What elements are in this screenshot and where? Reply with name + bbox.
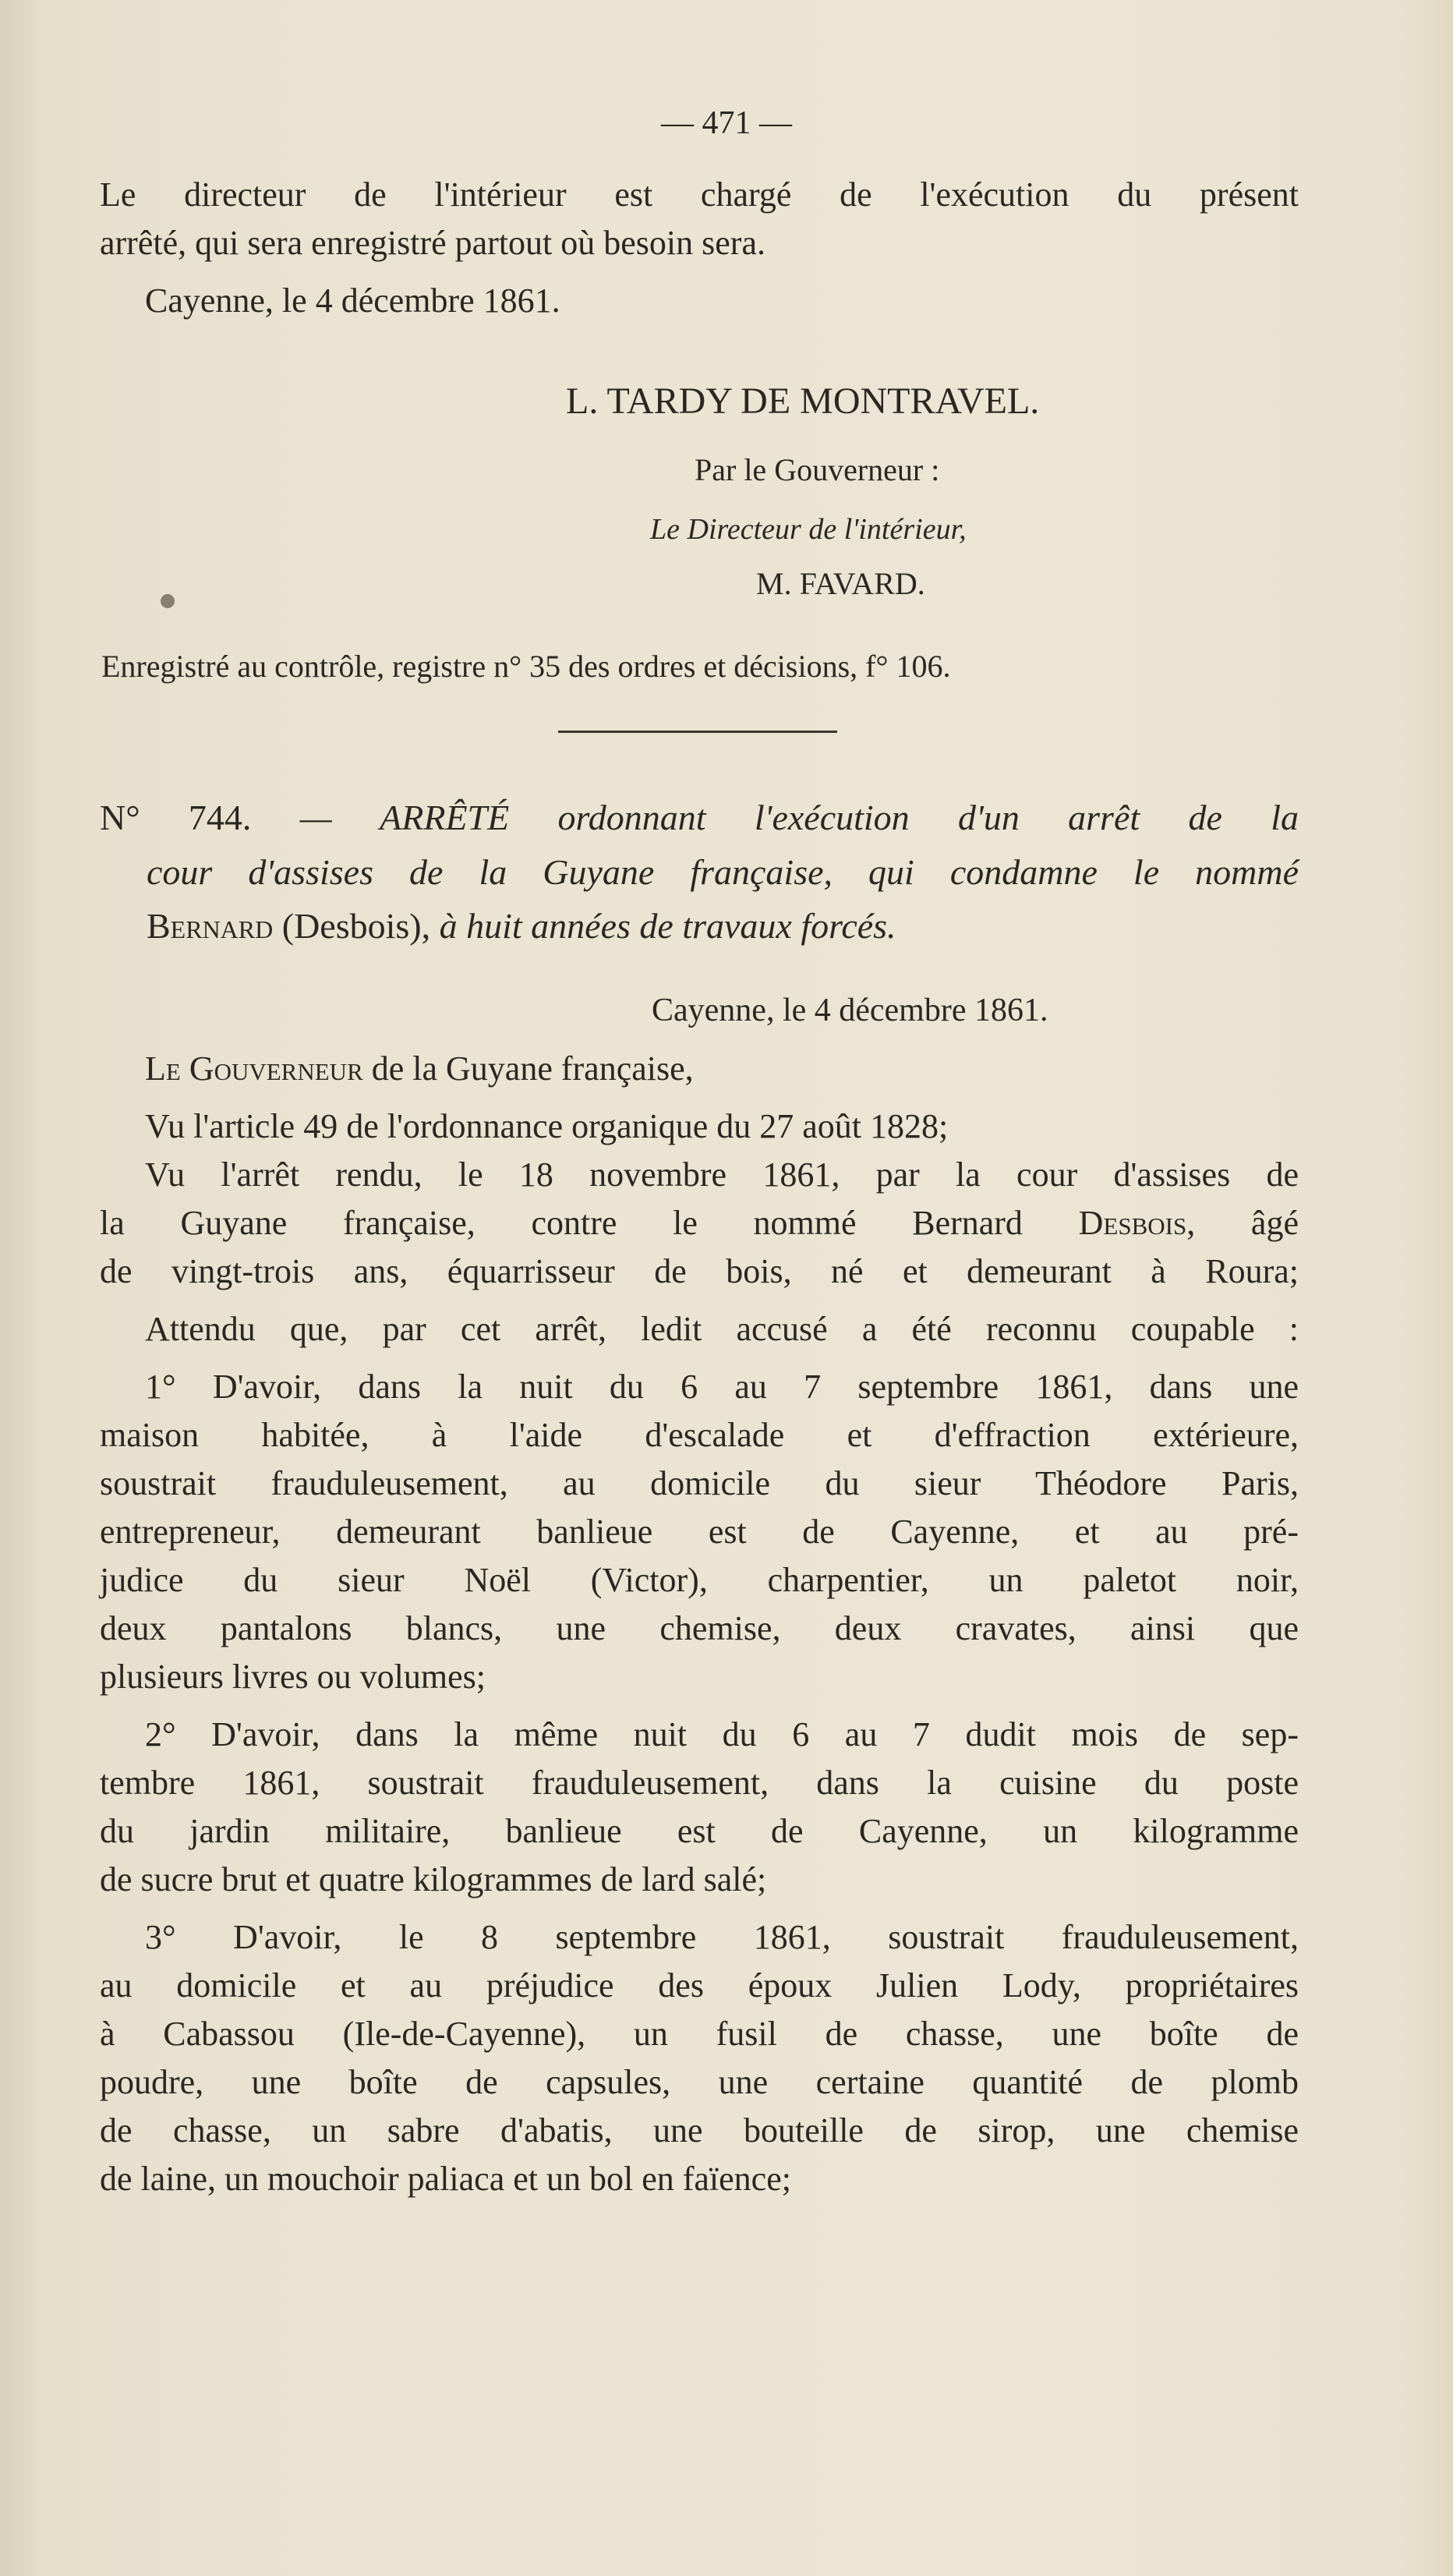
condemned-paren: (Desbois), <box>281 906 431 946</box>
vu-arret-line-2 <box>100 1200 1299 1247</box>
act-title-line-1 <box>100 794 1299 841</box>
item-3-line-3: à Cabassou (Ile-de-Cayenne), un fusil de chasse, une boîte de <box>100 2015 1299 2053</box>
item-1-line-3: soustrait frauduleusement, au domicile du sieur Théodore Paris, <box>100 1464 1299 1502</box>
condemned-name: Bernard <box>147 906 274 946</box>
act-title-line-3 <box>147 903 896 950</box>
governor-label: Le Gouverneur <box>145 1049 363 1088</box>
item-2-line-3: du jardin militaire, banlieue est de Cayenne, un kilogramme <box>100 1812 1299 1850</box>
vu-arret-text: la Guyane française, contre le nommé Bernard <box>100 1204 1079 1242</box>
item-3-line-2: au domicile et au préjudice des époux Julien Lody, propriétaires <box>100 1966 1299 2005</box>
item-3-line-4: poudre, une boîte de capsules, une certaine quantité de plomb <box>100 2063 1299 2101</box>
director-name: M. FAVARD. <box>756 566 925 601</box>
item-2-line-1: 2° D'avoir, dans la même nuit du 6 au 7 dudit mois de sep- <box>145 1715 1299 1753</box>
vu-article: Vu l'article 49 de l'ordonnance organique du 27 août 1828; <box>145 1107 949 1145</box>
act-title-line-2: cour d'assises de la Guyane française, qui condamne le nommé <box>147 852 1299 892</box>
vu-arret-line-1: Vu l'arrêt rendu, le 18 novembre 1861, par la cour d'assises de <box>145 1155 1299 1194</box>
item-1-line-5: judice du sieur Noël (Victor), charpentier, un paletot noir, <box>100 1561 1299 1599</box>
item-3-line-1: 3° D'avoir, le 8 septembre 1861, soustrait frauduleusement, <box>145 1918 1299 1956</box>
intro-line <box>145 1046 694 1092</box>
item-3-line-5: de chasse, un sabre d'abatis, une bouteille de sirop, une chemise <box>100 2111 1299 2150</box>
item-1-line-7: plusieurs livres ou volumes; <box>100 1658 486 1696</box>
closing-line-1: Le directeur de l'intérieur est chargé de l'exécution du présent <box>100 175 1299 214</box>
governor-label-rest: de la Guyane française, <box>362 1049 694 1088</box>
act-place-date: Cayenne, le 4 décembre 1861. <box>652 993 1048 1028</box>
sentence: à huit années de travaux forcés. <box>439 906 896 946</box>
separator-rule <box>558 731 837 733</box>
closing-line-2: arrêté, qui sera enregistré partout où besoin sera. <box>100 224 765 262</box>
item-1-line-6: deux pantalons blancs, une chemise, deux cravates, ainsi que <box>100 1609 1299 1647</box>
date-line: Cayenne, le 4 décembre 1861. <box>145 281 560 320</box>
page-number: — 471 — <box>661 105 792 141</box>
item-1-line-4: entrepreneur, demeurant banlieue est de Cayenne, et au pré- <box>100 1513 1299 1551</box>
ink-spot <box>161 594 175 608</box>
signature-name: L. TARDY DE MONTRAVEL. <box>566 380 1040 422</box>
item-1-line-2: maison habitée, à l'aide d'escalade et d'effraction extérieure, <box>100 1416 1299 1454</box>
by-governor-line: Par le Gouverneur : <box>695 452 940 487</box>
item-2-line-4: de sucre brut et quatre kilogrammes de lard salé; <box>100 1860 767 1898</box>
item-3-line-6: de laine, un mouchoir paliaca et un bol en faïence; <box>100 2160 791 2198</box>
act-number: N° 744. <box>100 798 252 837</box>
desbois-name: Desbois <box>1078 1204 1187 1242</box>
attendu-line: Attendu que, par cet arrêt, ledit accusé a été reconnu coupable : <box>145 1310 1299 1348</box>
vu-arret-age: , âgé <box>1186 1204 1299 1242</box>
vu-arret-line-3: de vingt-trois ans, équarrisseur de bois, né et demeurant à Roura; <box>100 1252 1299 1290</box>
item-2-line-2: tembre 1861, soustrait frauduleusement, dans la cuisine du poste <box>100 1764 1299 1802</box>
item-1-line-1: 1° D'avoir, dans la nuit du 6 au 7 septembre 1861, dans une <box>145 1368 1299 1406</box>
registration-note: Enregistré au contrôle, registre n° 35 des ordres et décisions, f° 106. <box>101 649 951 684</box>
act-title-part-1: — ARRÊTÉ ordonnant l'exécution d'un arrêt de la <box>299 798 1299 837</box>
director-title: Le Directeur de l'intérieur, <box>650 513 967 546</box>
